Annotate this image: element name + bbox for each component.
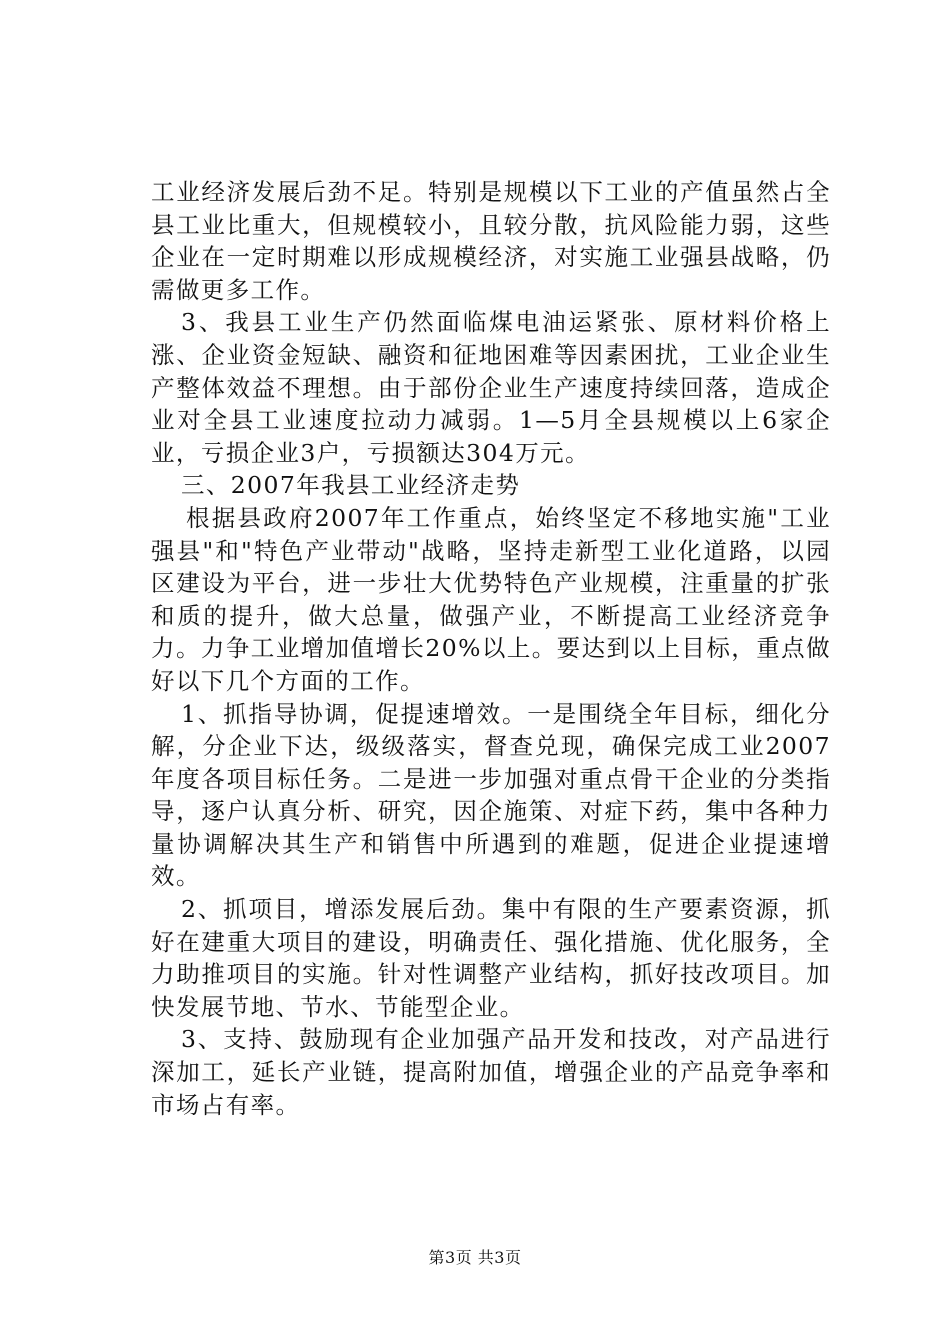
- paragraph-continuation: 工业经济发展后劲不足。特别是规模以下工业的产值虽然占全县工业比重大，但规模较小，且较分散，抗风险能力弱，这些企业在一定时期难以形成规模经济，对实施工业强县战略，仍需做更多工作。: [151, 178, 831, 304]
- section-heading-3: 三、2007年我县工业经济走势: [181, 471, 521, 500]
- paragraph-item-3: 3、我县工业生产仍然面临煤电油运紧张、原材料价格上涨、企业资金短缺、融资和征地困难等因素困扰，工业企业生产整体效益不理想。由于部份企业生产速度持续回落，造成企业对全县工业速度拉动力减弱。1—5月全县规模以上6家企业，亏损企业3户，亏损额达304万元。: [151, 308, 831, 467]
- page-footer: 第3页 共3页: [428, 1248, 522, 1267]
- paragraph-measure-2: 2、抓项目，增添发展后劲。集中有限的生产要素资源，抓好在建重大项目的建设，明确责任、强化措施、优化服务，全力助推项目的实施。针对性调整产业结构，抓好技改项目。加快发展节地、节水、节能型企业。: [151, 895, 831, 1021]
- document-body: [151, 176, 831, 1121]
- paragraph-measure-1: 1、抓指导协调，促提速增效。一是围绕全年目标，细化分解，分企业下达，级级落实，督查兑现，确保完成工业2007年度各项目标任务。二是进一步加强对重点骨干企业的分类指导，逐户认真分析、研究，因企施策、对症下药，集中各种力量协调解决其生产和销售中所遇到的难题，促进企业提速增效。: [151, 699, 831, 891]
- paragraph-intro: 根据县政府2007年工作重点，始终坚定不移地实施"工业强县"和"特色产业带动"战略，坚持走新型工业化道路，以园区建设为平台，进一步壮大优势特色产业规模，注重量的扩张和质的提升，做大总量，做强产业，不断提高工业经济竞争力。力争工业增加值增长20%以上。要达到以上目标，重点做好以下几个方面的工作。: [151, 503, 831, 695]
- paragraph-measure-3: 3、支持、鼓励现有企业加强产品开发和技改，对产品进行深加工，延长产业链，提高附加值，增强企业的产品竞争率和市场占有率。: [151, 1025, 831, 1119]
